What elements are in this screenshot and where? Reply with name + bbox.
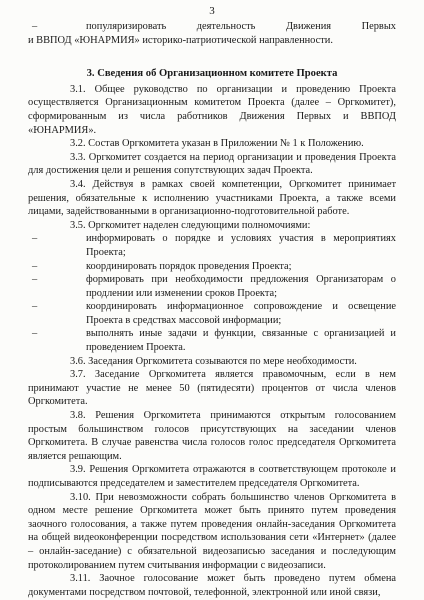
dash-marker: – xyxy=(32,233,38,245)
paragraph-3-9: 3.9. Решения Оргкомитета отражаются в соответствующем протоколе и подписываются председателем и заместителем председателя Оргкомитета. xyxy=(28,464,396,489)
power-text: формировать при необходимости предложения Организаторам о продлении или изменении сроков Проекта; xyxy=(86,274,396,299)
paragraph-3-2: 3.2. Состав Оргкомитета указан в Приложении № 1 к Положению. xyxy=(70,138,364,150)
power-item xyxy=(28,300,396,327)
paragraph-3-10: 3.10. При невозможности собрать большинство членов Оргкомитета в одном месте решение Оргкомитета может быть принято путем проведения заочного голосования, а также путем проведения онлайн-заседания Оргкомитета на общей видеоконференции посредством использования сети «Интернет» (далее – онлайн-заседание) с обязательной видеозаписью заседания и последующим протоколированием путем считывания информации с видеозаписи. xyxy=(28,491,396,571)
intro-item xyxy=(28,20,396,34)
section-heading: 3. Сведения об Организационном комитете Проекта xyxy=(86,68,338,80)
power-text: выполнять иные задачи и функции, связанные с организацией и проведением Проекта. xyxy=(86,328,396,354)
paragraph-3-3: 3.3. Оргкомитет создается на период организации и проведения Проекта для достижения цели и решения сопутствующих задач Проекта. xyxy=(28,151,396,177)
page-number: 3 xyxy=(209,5,215,17)
paragraph-3-1: 3.1. Общее руководство по организации и проведению Проекта осуществляется Организационным комитетом Проекта (далее – Оргкомитет), сформированным из числа работников Движения Первых и ВВПОД «ЮНАРМИЯ». xyxy=(28,83,396,136)
document-body xyxy=(28,20,396,599)
dash-marker: – xyxy=(32,301,38,313)
power-text: координировать информационное сопровождение и освещение Проекта в средствах массовой информации; xyxy=(86,301,396,326)
paragraph-3-7: 3.7. Заседание Оргкомитета является правомочным, если в нем принимают участие не менее 50 (пятидесяти) процентов от числа членов Оргкомитета. xyxy=(28,369,396,408)
power-text: информировать о порядке и условиях участия в мероприятиях Проекта; xyxy=(86,233,396,258)
dash-marker: – xyxy=(32,274,38,286)
intro-line-1: популяризировать деятельность Движения Первых xyxy=(86,21,396,32)
power-item xyxy=(28,232,396,259)
intro-line-2: и ВВПОД «ЮНАРМИЯ» историко-патриотической направленности. xyxy=(28,34,333,46)
paragraph-3-5: 3.5. Оргкомитет наделен следующими полномочиями: xyxy=(70,219,311,231)
power-item xyxy=(28,273,396,300)
paragraph-3-4: 3.4. Действуя в рамках своей компетенции, Оргкомитет принимает решения, обязательные к исполнению участниками Проекта, а также всеми лицами, задействованными в организационно-подготовительной работе. xyxy=(28,178,396,218)
dash-marker: – xyxy=(32,328,38,340)
paragraph-3-11: 3.11. Заочное голосование может быть проведено путем обмена документами посредством почтовой, телефонной, электронной или иной связи, xyxy=(28,573,396,598)
dash-marker: – xyxy=(32,260,38,272)
dash-marker: – xyxy=(32,21,38,32)
power-item xyxy=(28,260,396,274)
power-item xyxy=(28,327,396,354)
paragraph-3-6: 3.6. Заседания Оргкомитета созываются по мере необходимости. xyxy=(70,355,357,367)
power-text: координировать порядок проведения Проекта; xyxy=(86,260,292,272)
paragraph-3-8: 3.8. Решения Оргкомитета принимаются открытым голосованием простым большинством голосов присутствующих на заседании членов Оргкомитета. В случае равенства числа голосов голос председателя Оргкомитета является решающим. xyxy=(28,410,396,462)
